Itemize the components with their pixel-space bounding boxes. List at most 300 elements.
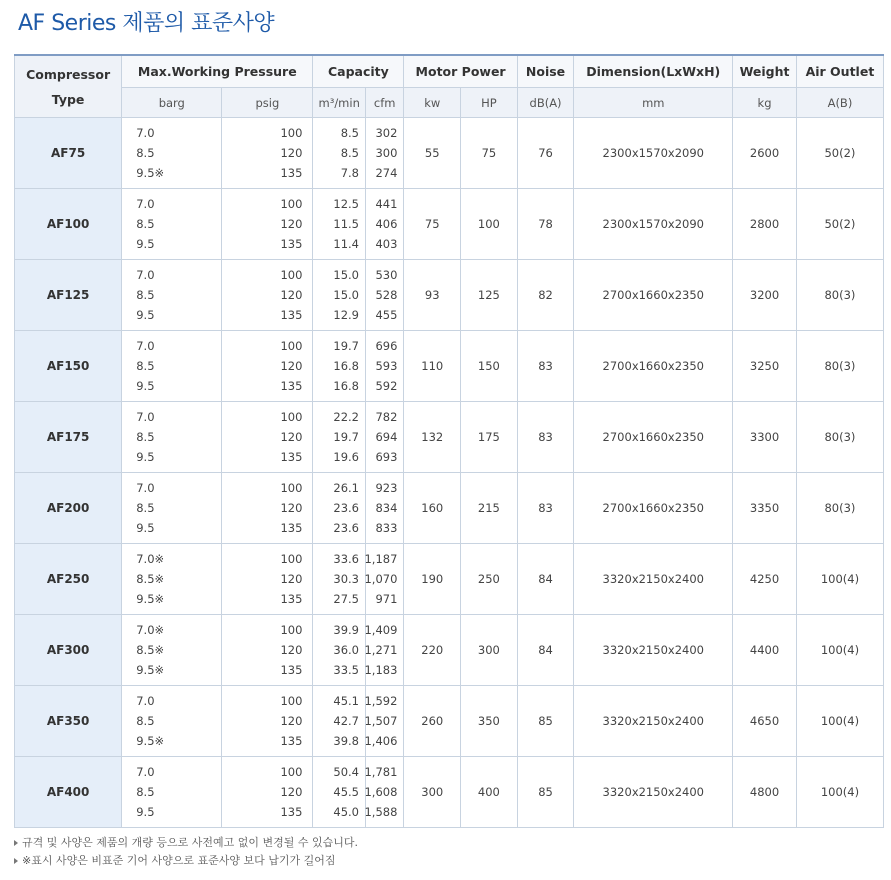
air-outlet-cell: 50(2) <box>796 118 883 189</box>
note-text: 규격 및 사양은 제품의 개량 등으로 사전예고 없이 변경될 수 있습니다. <box>22 836 358 849</box>
psig-values <box>222 478 312 538</box>
capacity-m3-value: 19.7 <box>333 430 359 444</box>
psig-value: 100 <box>280 126 303 140</box>
weight-cell: 3200 <box>733 260 797 331</box>
barg-value: 9.5 <box>136 308 155 322</box>
weight-cell: 4250 <box>733 544 797 615</box>
motor-hp-cell: 150 <box>461 331 518 402</box>
weight-cell: 3250 <box>733 331 797 402</box>
motor-hp-cell: 175 <box>461 402 518 473</box>
table-row <box>15 402 884 473</box>
psig-value: 135 <box>280 308 303 322</box>
dimension-cell: 2300x1570x2090 <box>574 118 733 189</box>
weight-cell: 3300 <box>733 402 797 473</box>
capacity-m3-values <box>313 478 365 538</box>
barg-value: 9.5 <box>136 237 155 251</box>
unit-psig: psig <box>222 88 313 118</box>
air-outlet-cell: 80(3) <box>796 331 883 402</box>
capacity-cfm-values <box>366 407 403 467</box>
noise-cell: 85 <box>517 686 574 757</box>
capacity-m3-value: 15.0 <box>333 288 359 302</box>
psig-cell <box>222 402 313 473</box>
weight-cell: 4650 <box>733 686 797 757</box>
capacity-cfm-value: 455 <box>375 308 398 322</box>
capacity-cfm-values <box>366 123 403 183</box>
dimension-cell: 2300x1570x2090 <box>574 189 733 260</box>
header-air-outlet: Air Outlet <box>796 55 883 88</box>
psig-values <box>222 549 312 609</box>
psig-value: 135 <box>280 237 303 251</box>
noise-cell: 84 <box>517 615 574 686</box>
table-row <box>15 118 884 189</box>
psig-value: 135 <box>280 379 303 393</box>
dimension-cell: 3320x2150x2400 <box>574 686 733 757</box>
psig-value: 120 <box>280 643 303 657</box>
psig-cell <box>222 757 313 828</box>
motor-hp-cell: 250 <box>461 544 518 615</box>
model-cell: AF300 <box>15 615 122 686</box>
page-title: AF Series 제품의 표준사양 <box>18 11 275 36</box>
capacity-cfm-value: 1,271 <box>364 643 398 657</box>
noise-cell: 84 <box>517 544 574 615</box>
psig-cell <box>222 473 313 544</box>
capacity-cfm-value: 302 <box>375 126 398 140</box>
model-cell: AF200 <box>15 473 122 544</box>
capacity-m3-cell <box>313 757 366 828</box>
table-row <box>15 544 884 615</box>
psig-cell <box>222 615 313 686</box>
barg-value: 7.0 <box>136 410 155 424</box>
air-outlet-cell: 80(3) <box>796 402 883 473</box>
capacity-m3-cell <box>313 686 366 757</box>
capacity-m3-cell <box>313 260 366 331</box>
barg-values <box>122 549 221 609</box>
capacity-m3-values <box>313 194 365 254</box>
capacity-cfm-value: 592 <box>375 379 398 393</box>
model-cell: AF125 <box>15 260 122 331</box>
barg-values <box>122 478 221 538</box>
model-cell: AF75 <box>15 118 122 189</box>
air-outlet-cell: 50(2) <box>796 189 883 260</box>
capacity-m3-value: 45.5 <box>333 785 359 799</box>
air-outlet-cell: 100(4) <box>796 686 883 757</box>
barg-values <box>122 123 221 183</box>
barg-cell <box>122 260 222 331</box>
capacity-m3-value: 39.8 <box>333 734 359 748</box>
barg-value: 8.5 <box>136 146 155 160</box>
spec-table <box>14 54 884 828</box>
motor-hp-cell: 215 <box>461 473 518 544</box>
barg-value: 7.0 <box>136 268 155 282</box>
header-capacity: Capacity <box>313 55 404 88</box>
header-pressure: Max.Working Pressure <box>122 55 313 88</box>
capacity-m3-value: 33.6 <box>333 552 359 566</box>
capacity-m3-values <box>313 620 365 680</box>
capacity-cfm-value: 274 <box>375 166 398 180</box>
psig-value: 135 <box>280 734 303 748</box>
noise-cell: 76 <box>517 118 574 189</box>
psig-value: 100 <box>280 481 303 495</box>
barg-value: 9.5 <box>136 379 155 393</box>
capacity-m3-value: 11.5 <box>333 217 359 231</box>
weight-cell: 4800 <box>733 757 797 828</box>
table-row <box>15 331 884 402</box>
noise-cell: 83 <box>517 331 574 402</box>
weight-cell: 2600 <box>733 118 797 189</box>
barg-cell <box>122 615 222 686</box>
psig-cell <box>222 260 313 331</box>
unit-hp: HP <box>461 88 518 118</box>
motor-kw-cell: 160 <box>404 473 461 544</box>
capacity-cfm-value: 696 <box>375 339 398 353</box>
barg-value: 8.5 <box>136 785 155 799</box>
noise-cell: 78 <box>517 189 574 260</box>
header-row <box>15 55 884 88</box>
dimension-cell: 3320x2150x2400 <box>574 615 733 686</box>
notes <box>14 834 358 870</box>
dimension-cell: 2700x1660x2350 <box>574 260 733 331</box>
weight-cell: 2800 <box>733 189 797 260</box>
capacity-cfm-value: 1,183 <box>364 663 398 677</box>
capacity-m3-cell <box>313 189 366 260</box>
barg-value: 7.0 <box>136 126 155 140</box>
barg-value: 8.5 <box>136 359 155 373</box>
air-outlet-cell: 100(4) <box>796 615 883 686</box>
capacity-cfm-cell <box>365 402 403 473</box>
note-item <box>14 834 358 852</box>
capacity-cfm-cell <box>365 260 403 331</box>
capacity-m3-values <box>313 549 365 609</box>
psig-value: 100 <box>280 694 303 708</box>
capacity-m3-cell <box>313 544 366 615</box>
capacity-cfm-value: 923 <box>375 481 398 495</box>
air-outlet-cell: 80(3) <box>796 260 883 331</box>
capacity-m3-value: 33.5 <box>333 663 359 677</box>
capacity-cfm-values <box>366 265 403 325</box>
psig-cell <box>222 331 313 402</box>
capacity-m3-value: 45.0 <box>333 805 359 819</box>
capacity-m3-value: 22.2 <box>333 410 359 424</box>
barg-cell <box>122 331 222 402</box>
motor-kw-cell: 132 <box>404 402 461 473</box>
capacity-cfm-cell <box>365 331 403 402</box>
barg-values <box>122 194 221 254</box>
barg-values <box>122 620 221 680</box>
table-row <box>15 615 884 686</box>
air-outlet-cell: 100(4) <box>796 757 883 828</box>
capacity-cfm-value: 1,187 <box>364 552 398 566</box>
capacity-m3-value: 8.5 <box>340 146 359 160</box>
barg-values <box>122 265 221 325</box>
unit-kg: kg <box>733 88 797 118</box>
unit-db: dB(A) <box>517 88 574 118</box>
psig-cell <box>222 189 313 260</box>
capacity-m3-values <box>313 265 365 325</box>
note-text: ※표시 사양은 비표준 기어 사양으로 표준사양 보다 납기가 길어짐 <box>22 854 336 867</box>
capacity-cfm-value: 403 <box>375 237 398 251</box>
psig-values <box>222 265 312 325</box>
unit-kw: kw <box>404 88 461 118</box>
capacity-m3-value: 16.8 <box>333 359 359 373</box>
psig-value: 120 <box>280 217 303 231</box>
capacity-cfm-value: 593 <box>375 359 398 373</box>
barg-value: 7.0 <box>136 339 155 353</box>
capacity-cfm-value: 1,592 <box>364 694 398 708</box>
psig-values <box>222 620 312 680</box>
capacity-cfm-value: 1,409 <box>364 623 398 637</box>
capacity-cfm-value: 1,781 <box>364 765 398 779</box>
capacity-m3-values <box>313 691 365 751</box>
capacity-m3-cell <box>313 331 366 402</box>
model-cell: AF175 <box>15 402 122 473</box>
model-cell: AF150 <box>15 331 122 402</box>
weight-cell: 3350 <box>733 473 797 544</box>
capacity-m3-value: 19.7 <box>333 339 359 353</box>
capacity-cfm-values <box>366 620 403 680</box>
psig-cell <box>222 544 313 615</box>
unit-barg: barg <box>122 88 222 118</box>
capacity-cfm-cell <box>365 757 403 828</box>
barg-value: 9.5※ <box>136 166 165 180</box>
capacity-m3-values <box>313 123 365 183</box>
capacity-m3-value: 23.6 <box>333 521 359 535</box>
motor-kw-cell: 93 <box>404 260 461 331</box>
capacity-m3-cell <box>313 118 366 189</box>
barg-value: 9.5※ <box>136 734 165 748</box>
psig-values <box>222 762 312 822</box>
capacity-cfm-cell <box>365 615 403 686</box>
barg-value: 7.0 <box>136 765 155 779</box>
capacity-cfm-values <box>366 762 403 822</box>
capacity-m3-value: 15.0 <box>333 268 359 282</box>
capacity-m3-value: 12.9 <box>333 308 359 322</box>
capacity-cfm-value: 693 <box>375 450 398 464</box>
capacity-cfm-cell <box>365 544 403 615</box>
capacity-cfm-value: 833 <box>375 521 398 535</box>
bullet-icon <box>14 840 18 846</box>
barg-value: 8.5※ <box>136 572 165 586</box>
capacity-cfm-value: 971 <box>375 592 398 606</box>
capacity-cfm-value: 782 <box>375 410 398 424</box>
barg-value: 9.5 <box>136 521 155 535</box>
barg-values <box>122 691 221 751</box>
header-weight: Weight <box>733 55 797 88</box>
barg-cell <box>122 757 222 828</box>
capacity-m3-value: 23.6 <box>333 501 359 515</box>
barg-value: 8.5 <box>136 501 155 515</box>
motor-kw-cell: 75 <box>404 189 461 260</box>
barg-value: 7.0 <box>136 694 155 708</box>
psig-value: 120 <box>280 714 303 728</box>
capacity-cfm-cell <box>365 473 403 544</box>
psig-cell <box>222 118 313 189</box>
psig-value: 135 <box>280 521 303 535</box>
model-cell: AF400 <box>15 757 122 828</box>
motor-hp-cell: 75 <box>461 118 518 189</box>
psig-value: 100 <box>280 623 303 637</box>
psig-value: 120 <box>280 146 303 160</box>
capacity-m3-cell <box>313 615 366 686</box>
unit-cfm: cfm <box>365 88 403 118</box>
model-cell: AF100 <box>15 189 122 260</box>
capacity-cfm-value: 834 <box>375 501 398 515</box>
barg-cell <box>122 686 222 757</box>
table-row <box>15 260 884 331</box>
capacity-m3-value: 39.9 <box>333 623 359 637</box>
capacity-cfm-cell <box>365 686 403 757</box>
capacity-m3-values <box>313 336 365 396</box>
psig-value: 135 <box>280 663 303 677</box>
capacity-cfm-values <box>366 336 403 396</box>
dimension-cell: 3320x2150x2400 <box>574 544 733 615</box>
motor-hp-cell: 400 <box>461 757 518 828</box>
capacity-cfm-values <box>366 549 403 609</box>
motor-kw-cell: 220 <box>404 615 461 686</box>
barg-value: 9.5 <box>136 450 155 464</box>
psig-value: 100 <box>280 765 303 779</box>
unit-mm: mm <box>574 88 733 118</box>
psig-value: 120 <box>280 785 303 799</box>
air-outlet-cell: 80(3) <box>796 473 883 544</box>
capacity-cfm-values <box>366 478 403 538</box>
barg-value: 9.5※ <box>136 592 165 606</box>
psig-value: 100 <box>280 197 303 211</box>
capacity-cfm-value: 694 <box>375 430 398 444</box>
barg-value: 8.5 <box>136 714 155 728</box>
barg-cell <box>122 189 222 260</box>
capacity-cfm-value: 1,507 <box>364 714 398 728</box>
table-row <box>15 757 884 828</box>
table-row <box>15 686 884 757</box>
barg-value: 7.0 <box>136 481 155 495</box>
motor-hp-cell: 100 <box>461 189 518 260</box>
psig-value: 135 <box>280 592 303 606</box>
capacity-cfm-value: 406 <box>375 217 398 231</box>
psig-value: 135 <box>280 166 303 180</box>
capacity-cfm-cell <box>365 118 403 189</box>
psig-value: 120 <box>280 572 303 586</box>
capacity-cfm-value: 528 <box>375 288 398 302</box>
motor-kw-cell: 260 <box>404 686 461 757</box>
header-noise: Noise <box>517 55 574 88</box>
psig-value: 120 <box>280 288 303 302</box>
capacity-m3-cell <box>313 473 366 544</box>
barg-value: 8.5 <box>136 217 155 231</box>
psig-values <box>222 194 312 254</box>
barg-cell <box>122 402 222 473</box>
capacity-cfm-value: 1,406 <box>364 734 398 748</box>
unit-ab: A(B) <box>796 88 883 118</box>
barg-value: 9.5 <box>136 805 155 819</box>
capacity-cfm-value: 441 <box>375 197 398 211</box>
psig-value: 100 <box>280 552 303 566</box>
unit-m3min: m³/min <box>313 88 366 118</box>
capacity-m3-value: 45.1 <box>333 694 359 708</box>
psig-value: 135 <box>280 450 303 464</box>
capacity-m3-value: 27.5 <box>333 592 359 606</box>
barg-value: 8.5※ <box>136 643 165 657</box>
capacity-cfm-cell <box>365 189 403 260</box>
barg-value: 8.5 <box>136 288 155 302</box>
barg-value: 7.0※ <box>136 623 165 637</box>
unit-row <box>15 88 884 118</box>
capacity-m3-value: 19.6 <box>333 450 359 464</box>
barg-cell <box>122 118 222 189</box>
bullet-icon <box>14 858 18 864</box>
capacity-m3-value: 42.7 <box>333 714 359 728</box>
psig-values <box>222 123 312 183</box>
header-dimension: Dimension(LxWxH) <box>574 55 733 88</box>
weight-cell: 4400 <box>733 615 797 686</box>
psig-cell <box>222 686 313 757</box>
model-cell: AF250 <box>15 544 122 615</box>
motor-kw-cell: 110 <box>404 331 461 402</box>
capacity-m3-values <box>313 407 365 467</box>
barg-values <box>122 407 221 467</box>
psig-values <box>222 336 312 396</box>
psig-value: 120 <box>280 501 303 515</box>
dimension-cell: 2700x1660x2350 <box>574 473 733 544</box>
header-motor-power: Motor Power <box>404 55 517 88</box>
psig-values <box>222 691 312 751</box>
barg-values <box>122 336 221 396</box>
capacity-cfm-value: 1,608 <box>364 785 398 799</box>
model-cell: AF350 <box>15 686 122 757</box>
table-row <box>15 473 884 544</box>
motor-hp-cell: 350 <box>461 686 518 757</box>
capacity-m3-cell <box>313 402 366 473</box>
capacity-m3-value: 11.4 <box>333 237 359 251</box>
noise-cell: 82 <box>517 260 574 331</box>
dimension-cell: 2700x1660x2350 <box>574 402 733 473</box>
psig-value: 100 <box>280 410 303 424</box>
capacity-m3-value: 26.1 <box>333 481 359 495</box>
psig-value: 100 <box>280 339 303 353</box>
psig-value: 120 <box>280 359 303 373</box>
barg-value: 9.5※ <box>136 663 165 677</box>
barg-value: 7.0 <box>136 197 155 211</box>
noise-cell: 83 <box>517 402 574 473</box>
capacity-cfm-value: 1,588 <box>364 805 398 819</box>
psig-values <box>222 407 312 467</box>
psig-value: 120 <box>280 430 303 444</box>
capacity-m3-values <box>313 762 365 822</box>
motor-kw-cell: 300 <box>404 757 461 828</box>
psig-value: 135 <box>280 805 303 819</box>
dimension-cell: 2700x1660x2350 <box>574 331 733 402</box>
noise-cell: 85 <box>517 757 574 828</box>
air-outlet-cell: 100(4) <box>796 544 883 615</box>
capacity-m3-value: 8.5 <box>340 126 359 140</box>
header-compressor-type: Compressor Type <box>15 55 122 118</box>
motor-hp-cell: 300 <box>461 615 518 686</box>
capacity-m3-value: 7.8 <box>340 166 359 180</box>
note-item <box>14 852 358 870</box>
capacity-cfm-value: 1,070 <box>364 572 398 586</box>
dimension-cell: 3320x2150x2400 <box>574 757 733 828</box>
motor-kw-cell: 55 <box>404 118 461 189</box>
capacity-m3-value: 50.4 <box>333 765 359 779</box>
psig-value: 100 <box>280 268 303 282</box>
capacity-m3-value: 12.5 <box>333 197 359 211</box>
barg-cell <box>122 544 222 615</box>
table-row <box>15 189 884 260</box>
barg-cell <box>122 473 222 544</box>
motor-hp-cell: 125 <box>461 260 518 331</box>
motor-kw-cell: 190 <box>404 544 461 615</box>
capacity-m3-value: 30.3 <box>333 572 359 586</box>
capacity-m3-value: 36.0 <box>333 643 359 657</box>
